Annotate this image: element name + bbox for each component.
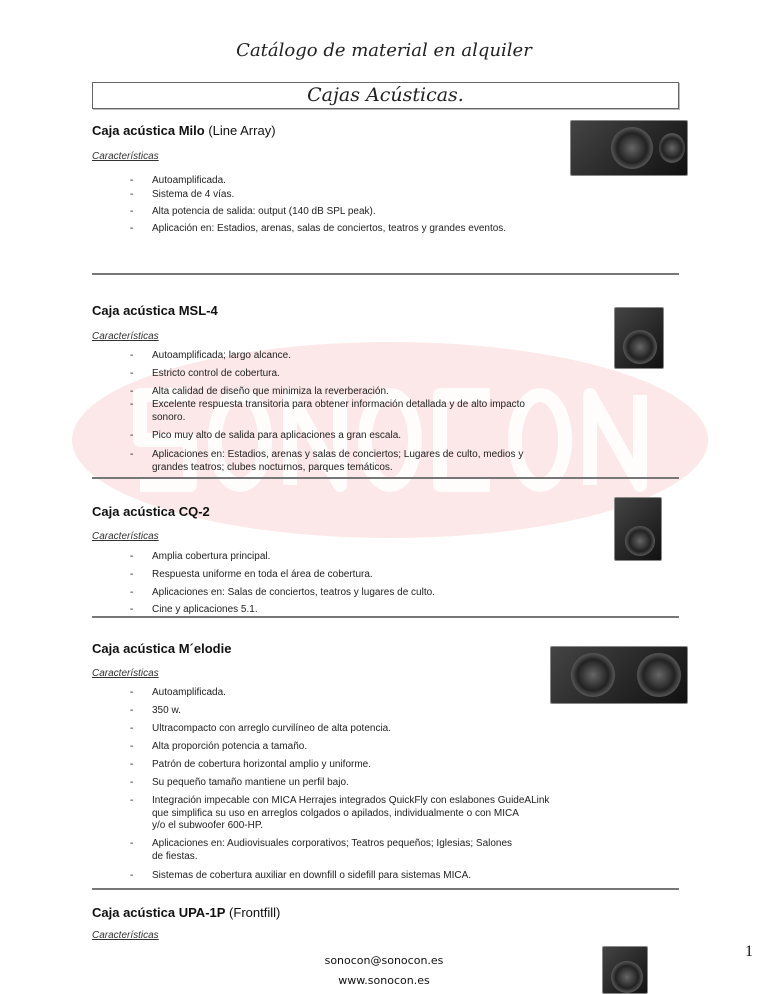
features-label: Características [92,531,159,542]
bullet-dash: - [130,604,134,615]
feature-item [152,350,291,363]
bullet-dash: - [130,189,134,200]
product-subtitle: (Frontfill) [225,905,281,920]
feature-line: y/o el subwoofer 600-HP. [152,820,263,831]
bullet-dash: - [130,587,134,598]
feature-item [152,223,506,236]
feature-line: Autoamplificada. [152,687,226,698]
feature-line: Respuesta uniforme en toda el área de cobertura. [152,569,373,580]
feature-line: Sistema de 4 vías. [152,189,235,200]
product-image-msl4 [614,307,664,369]
feature-item [152,399,525,424]
feature-line: Sistemas de cobertura auxiliar en downfill o sidefill para sistemas MICA. [152,870,472,881]
product-subtitle: (Line Array) [204,123,276,138]
product-heading [92,641,231,656]
bullet-dash: - [130,795,134,806]
product-heading [92,303,218,318]
feature-line: Aplicación en: Estadios, arenas, salas de conciertos, teatros y grandes eventos. [152,223,507,234]
feature-item [152,206,376,219]
feature-line: Autoamplificada; largo alcance. [152,350,291,361]
feature-item [152,777,349,790]
product-heading [92,504,210,519]
product-image-cq2 [614,497,662,561]
feature-item [152,551,270,564]
bullet-dash: - [130,350,134,361]
features-label: Características [92,331,159,342]
feature-line: Alta proporción potencia a tamaño. [152,741,308,752]
feature-item [152,587,435,600]
feature-item [152,705,181,718]
bullet-dash: - [130,399,134,410]
product-name: Caja acústica M´elodie [92,641,232,656]
bullet-dash: - [130,870,134,881]
feature-item [152,759,371,772]
section-divider [92,477,679,479]
feature-line: grandes teatros; clubes nocturnos, parques temáticos. [152,461,393,473]
feature-line: 350 w. [152,705,181,716]
feature-line: Autoamplificada. [152,175,226,186]
feature-item [152,449,523,474]
feature-line: Aplicaciones en: Salas de conciertos, teatros y lugares de culto. [152,587,435,598]
bullet-dash: - [130,430,134,441]
bullet-dash: - [130,551,134,562]
feature-line: Amplia cobertura principal. [152,551,271,562]
bullet-dash: - [130,759,134,770]
section-divider [92,888,679,890]
bullet-dash: - [130,569,134,580]
feature-line: Estricto control de cobertura. [152,368,280,379]
feature-item [152,430,401,443]
feature-item [152,723,391,736]
section-divider [92,273,679,275]
feature-line: Patrón de cobertura horizontal amplio y uniforme. [152,759,372,770]
feature-line: Cine y aplicaciones 5.1. [152,604,258,615]
bullet-dash: - [130,206,134,217]
bullet-dash: - [130,838,134,849]
bullet-dash: - [130,741,134,752]
bullet-dash: - [130,223,134,234]
feature-item [152,795,549,833]
footer-email: sonocon@sonocon.es [324,954,444,967]
feature-line: de fiestas. [152,850,198,862]
product-heading [92,905,280,920]
feature-item [152,870,471,883]
footer-website: www.sonocon.es [338,974,430,987]
bullet-dash: - [130,175,134,186]
feature-line: Excelente respuesta transitoria para obtener información detallada y de alto impacto [152,399,525,410]
feature-item [152,687,226,700]
feature-line: sonoro. [152,411,186,423]
feature-line: Pico muy alto de salida para aplicaciones a gran escala. [152,430,402,441]
bullet-dash: - [130,368,134,379]
section-divider [92,616,679,618]
bullet-dash: - [130,777,134,788]
feature-line: Integración impecable con MICA Herrajes integrados QuickFly con eslabones GuideALink [152,795,550,806]
features-label: Características [92,930,159,941]
feature-line: Su pequeño tamaño mantiene un perfil bajo. [152,777,349,788]
product-name: Caja acústica MSL-4 [92,303,218,318]
feature-item [152,604,258,617]
product-name: Caja acústica CQ-2 [92,504,210,519]
feature-item [152,175,226,188]
product-image-milo [570,120,688,176]
feature-item [152,741,307,754]
bullet-dash: - [130,723,134,734]
feature-line: que simplifica su uso en arreglos colgados o apilados, individualmente o con MICA [152,807,519,819]
feature-item [152,386,389,399]
product-image-upa1p [602,946,648,994]
product-heading [92,123,276,138]
bullet-dash: - [130,705,134,716]
feature-line: Aplicaciones en: Estadios, arenas y salas de conciertos; Lugares de culto, medios y [152,449,524,460]
feature-line: Ultracompacto con arreglo curvilíneo de alta potencia. [152,723,392,734]
feature-line: Alta calidad de diseño que minimiza la reverberación. [152,386,389,397]
product-name: Caja acústica Milo [92,123,205,138]
feature-line: Alta potencia de salida: output (140 dB SPL peak). [152,206,376,217]
document-title: Catálogo de material en alquiler [236,40,532,61]
bullet-dash: - [130,687,134,698]
product-image-melodie [550,646,688,704]
feature-item [152,189,234,202]
bullet-dash: - [130,449,134,460]
feature-item [152,838,512,863]
page-number: 1 [745,943,753,960]
features-label: Características [92,151,159,162]
features-label: Características [92,668,159,679]
feature-line: Aplicaciones en: Audiovisuales corporativos; Teatros pequeños; Iglesias; Salones [152,838,513,849]
feature-item [152,569,373,582]
product-name: Caja acústica UPA-1P [92,905,226,920]
feature-item [152,368,280,381]
bullet-dash: - [130,386,134,397]
section-title-box: Cajas Acústicas. [92,82,679,109]
